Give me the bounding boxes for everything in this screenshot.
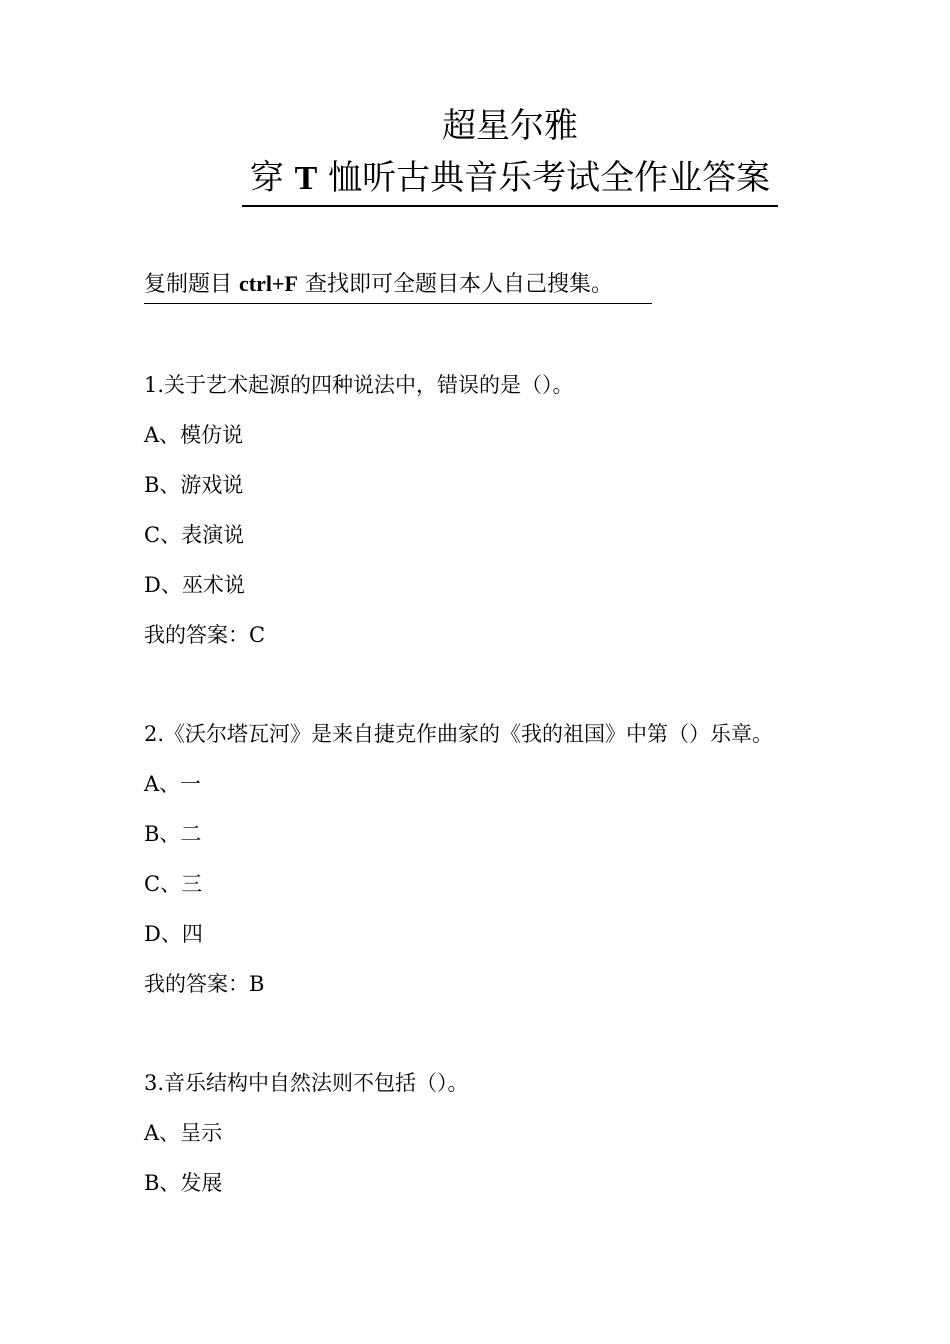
title-line-2-prefix: 穿 [249,158,284,198]
question-3-option-b: B、发展 [144,1171,223,1195]
question-1-option-b: B、游戏说 [144,473,244,497]
question-2-option-a: A、一 [144,772,202,796]
question-2-option-b: B、二 [144,822,202,846]
question-1-stem: 1.关于艺术起源的四种说法中，错误的是（）。 [144,373,574,397]
question-1-option-a: A、模仿说 [144,423,244,447]
question-2-option-d: D、四 [144,922,203,946]
document-title [242,100,778,205]
question-3-option-a: A、呈示 [144,1121,223,1145]
title-line-2-bold: T [294,160,318,197]
title-line-2-suffix: 恤听古典音乐考试全作业答案 [328,158,771,198]
intro-shortcut: ctrl+F [239,271,298,296]
intro-suffix: 查找即可全题目本人自己搜集。 [304,272,613,297]
question-2-option-c: C、三 [144,872,203,896]
intro-text [144,268,652,304]
title-line-2 [242,152,778,205]
title-line-1: 超星尔雅 [442,106,578,146]
question-3-stem: 3.音乐结构中自然法则不包括（）。 [144,1071,469,1095]
question-1-option-c: C、表演说 [144,523,245,547]
question-1-option-d: D、巫术说 [144,573,245,597]
intro-prefix: 复制题目 [144,272,233,297]
title-underline [242,205,778,207]
question-2-stem: 2.《沃尔塔瓦河》是来自捷克作曲家的《我的祖国》中第（）乐章。 [144,722,774,746]
question-1-answer: 我的答案：C [144,623,266,647]
question-2-answer: 我的答案：B [144,972,265,996]
